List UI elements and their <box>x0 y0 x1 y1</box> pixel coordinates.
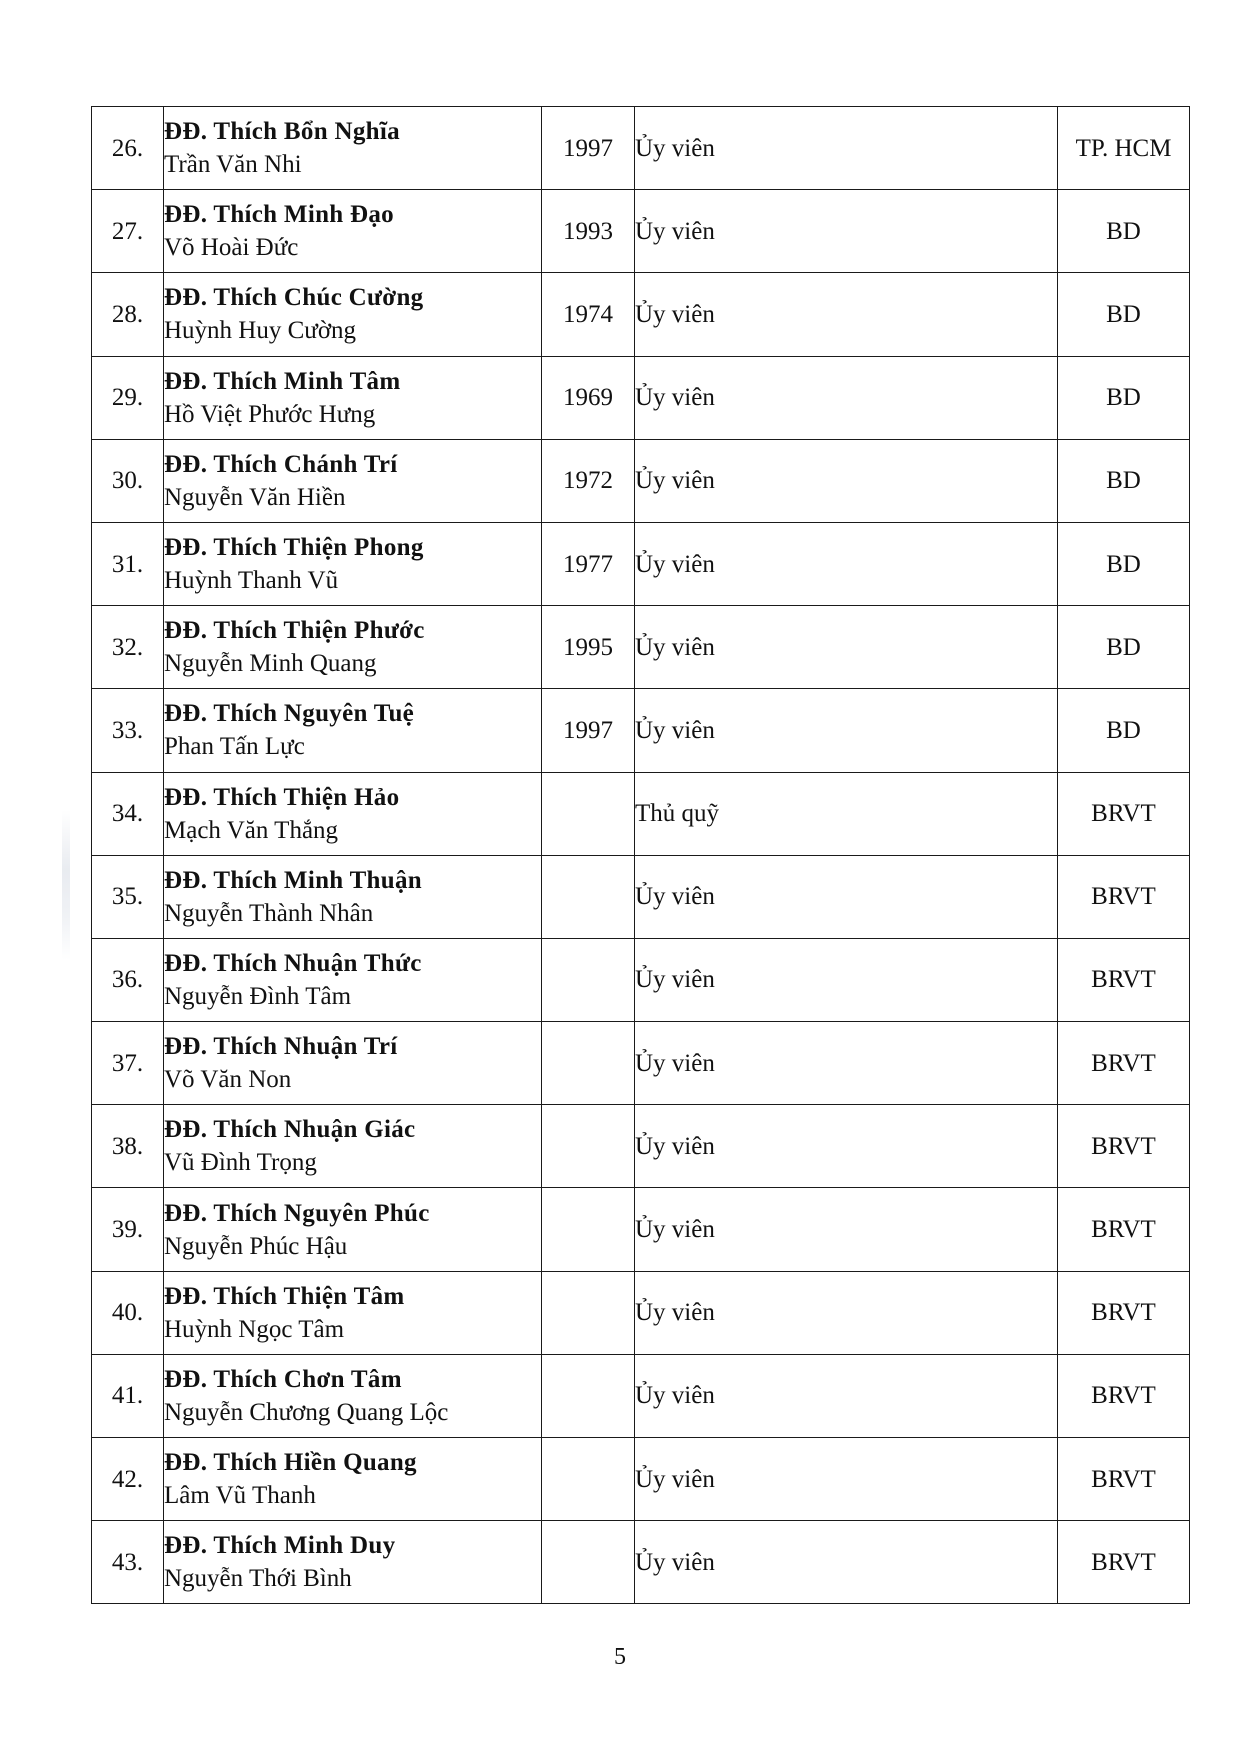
year-cell <box>542 1438 635 1521</box>
table-row <box>92 1105 1190 1188</box>
year-value: 1997 <box>563 716 613 744</box>
region-cell <box>1058 190 1190 273</box>
row-number-cell <box>92 772 164 855</box>
row-number: 33. <box>111 716 144 744</box>
name-cell <box>164 273 542 356</box>
role-cell <box>635 1354 1058 1437</box>
role-cell <box>635 107 1058 190</box>
region-value: BD <box>1106 217 1141 245</box>
year-cell <box>542 522 635 605</box>
role-value: Ủy viên <box>635 966 715 994</box>
name-cell <box>164 439 542 522</box>
year-cell <box>542 1271 635 1354</box>
role-cell <box>635 1188 1058 1271</box>
lay-name: Nguyễn Đình Tâm <box>164 982 352 1010</box>
religious-title: ĐĐ. Thích Thiện Phước <box>164 617 425 645</box>
role-value: Ủy viên <box>635 550 715 578</box>
row-number-cell <box>92 522 164 605</box>
row-number-cell <box>92 273 164 356</box>
year-cell <box>542 1354 635 1437</box>
name-cell <box>164 1271 542 1354</box>
row-number-cell <box>92 1354 164 1437</box>
role-cell <box>635 772 1058 855</box>
role-value: Ủy viên <box>635 384 715 412</box>
name-cell <box>164 1521 542 1604</box>
region-cell <box>1058 1271 1190 1354</box>
row-number-cell <box>92 689 164 772</box>
role-cell <box>635 522 1058 605</box>
role-value: Ủy viên <box>635 716 715 744</box>
religious-title: ĐĐ. Thích Chúc Cường <box>164 284 424 312</box>
lay-name: Võ Hoài Đức <box>164 234 299 262</box>
region-cell <box>1058 772 1190 855</box>
region-value: BD <box>1106 467 1141 495</box>
religious-title: ĐĐ. Thích Hiền Quang <box>164 1449 417 1477</box>
region-cell <box>1058 855 1190 938</box>
table-row <box>92 356 1190 439</box>
region-cell <box>1058 107 1190 190</box>
role-value: Ủy viên <box>635 1465 715 1493</box>
table-row <box>92 938 1190 1021</box>
region-value: BD <box>1106 716 1141 744</box>
row-number: 31. <box>111 550 144 578</box>
religious-title: ĐĐ. Thích Chánh Trí <box>164 450 398 478</box>
table-row <box>92 273 1190 356</box>
row-number: 30. <box>111 467 144 495</box>
row-number-cell <box>92 1022 164 1105</box>
religious-title: ĐĐ. Thích Bổn Nghĩa <box>164 118 400 146</box>
region-value: BRVT <box>1091 883 1156 911</box>
row-number: 26. <box>111 134 144 162</box>
year-value: 1972 <box>563 467 613 495</box>
year-cell <box>542 356 635 439</box>
role-value: Thủ quỹ <box>635 800 720 828</box>
name-cell <box>164 522 542 605</box>
region-cell <box>1058 689 1190 772</box>
lay-name: Nguyễn Chương Quang Lộc <box>164 1398 449 1426</box>
role-cell <box>635 439 1058 522</box>
region-cell <box>1058 1521 1190 1604</box>
table-row <box>92 1022 1190 1105</box>
member-table <box>91 106 1190 1604</box>
region-cell <box>1058 1022 1190 1105</box>
year-cell <box>542 1105 635 1188</box>
year-cell <box>542 107 635 190</box>
name-cell <box>164 1354 542 1437</box>
table-row <box>92 522 1190 605</box>
year-value: 1974 <box>563 300 613 328</box>
table-row <box>92 439 1190 522</box>
year-cell <box>542 855 635 938</box>
row-number: 34. <box>111 800 144 828</box>
year-cell <box>542 606 635 689</box>
row-number-cell <box>92 107 164 190</box>
role-value: Ủy viên <box>635 633 715 661</box>
region-cell <box>1058 938 1190 1021</box>
row-number: 36. <box>111 966 144 994</box>
name-cell <box>164 1438 542 1521</box>
role-value: Ủy viên <box>635 1216 715 1244</box>
year-cell <box>542 273 635 356</box>
role-cell <box>635 190 1058 273</box>
lay-name: Nguyễn Văn Hiền <box>164 483 346 511</box>
lay-name: Nguyễn Thới Bình <box>164 1565 352 1593</box>
region-cell <box>1058 606 1190 689</box>
role-cell <box>635 1271 1058 1354</box>
table-row <box>92 689 1190 772</box>
lay-name: Vũ Đình Trọng <box>164 1149 317 1177</box>
religious-title: ĐĐ. Thích Thiện Hảo <box>164 783 400 811</box>
role-cell <box>635 356 1058 439</box>
region-value: BRVT <box>1091 1216 1156 1244</box>
row-number: 42. <box>111 1465 144 1493</box>
region-value: TP. HCM <box>1075 134 1172 162</box>
row-number-cell <box>92 606 164 689</box>
region-value: BRVT <box>1091 800 1156 828</box>
region-value: BD <box>1106 300 1141 328</box>
lay-name: Huỳnh Thanh Vũ <box>164 567 339 595</box>
scan-edge-mark <box>62 810 70 960</box>
role-value: Ủy viên <box>635 1299 715 1327</box>
religious-title: ĐĐ. Thích Nguyên Phúc <box>164 1199 430 1227</box>
religious-title: ĐĐ. Thích Nhuận Thức <box>164 949 422 977</box>
region-value: BRVT <box>1091 1548 1156 1576</box>
year-value: 1997 <box>563 134 613 162</box>
lay-name: Phan Tấn Lực <box>164 733 305 761</box>
region-value: BRVT <box>1091 1465 1156 1493</box>
name-cell <box>164 356 542 439</box>
name-cell <box>164 1022 542 1105</box>
region-cell <box>1058 1354 1190 1437</box>
year-cell <box>542 772 635 855</box>
role-value: Ủy viên <box>635 1382 715 1410</box>
region-value: BD <box>1106 384 1141 412</box>
year-cell <box>542 1188 635 1271</box>
year-value: 1969 <box>563 384 613 412</box>
region-cell <box>1058 1188 1190 1271</box>
row-number-cell <box>92 1105 164 1188</box>
lay-name: Nguyễn Thành Nhân <box>164 899 374 927</box>
table-row <box>92 1521 1190 1604</box>
role-cell <box>635 689 1058 772</box>
member-table-body <box>92 107 1190 1604</box>
religious-title: ĐĐ. Thích Thiện Tâm <box>164 1282 405 1310</box>
lay-name: Huỳnh Ngọc Tâm <box>164 1315 345 1343</box>
region-value: BRVT <box>1091 1049 1156 1077</box>
religious-title: ĐĐ. Thích Nguyên Tuệ <box>164 700 415 728</box>
row-number: 43. <box>111 1548 144 1576</box>
role-value: Ủy viên <box>635 1049 715 1077</box>
region-value: BD <box>1106 633 1141 661</box>
role-value: Ủy viên <box>635 1548 715 1576</box>
role-cell <box>635 1521 1058 1604</box>
lay-name: Mạch Văn Thắng <box>164 816 339 844</box>
row-number-cell <box>92 356 164 439</box>
region-value: BRVT <box>1091 1299 1156 1327</box>
row-number-cell <box>92 1438 164 1521</box>
name-cell <box>164 772 542 855</box>
role-cell <box>635 1022 1058 1105</box>
region-value: BRVT <box>1091 1132 1156 1160</box>
table-row <box>92 1188 1190 1271</box>
row-number-cell <box>92 1188 164 1271</box>
lay-name: Huỳnh Huy Cường <box>164 317 357 345</box>
region-value: BD <box>1106 550 1141 578</box>
year-cell <box>542 689 635 772</box>
region-cell <box>1058 439 1190 522</box>
religious-title: ĐĐ. Thích Thiện Phong <box>164 534 424 562</box>
name-cell <box>164 1188 542 1271</box>
table-row <box>92 1354 1190 1437</box>
table-row <box>92 1271 1190 1354</box>
religious-title: ĐĐ. Thích Nhuận Trí <box>164 1033 398 1061</box>
region-cell <box>1058 522 1190 605</box>
row-number: 27. <box>111 217 144 245</box>
role-value: Ủy viên <box>635 134 715 162</box>
role-cell <box>635 606 1058 689</box>
table-row <box>92 855 1190 938</box>
role-cell <box>635 938 1058 1021</box>
row-number: 40. <box>111 1299 144 1327</box>
row-number: 29. <box>111 384 144 412</box>
role-value: Ủy viên <box>635 1132 715 1160</box>
row-number: 35. <box>111 883 144 911</box>
lay-name: Nguyễn Phúc Hậu <box>164 1232 348 1260</box>
lay-name: Lâm Vũ Thanh <box>164 1482 316 1510</box>
religious-title: ĐĐ. Thích Minh Đạo <box>164 201 394 229</box>
year-cell <box>542 190 635 273</box>
year-cell <box>542 1022 635 1105</box>
lay-name: Nguyễn Minh Quang <box>164 650 377 678</box>
table-row <box>92 107 1190 190</box>
role-cell <box>635 1105 1058 1188</box>
religious-title: ĐĐ. Thích Minh Thuận <box>164 866 422 894</box>
religious-title: ĐĐ. Thích Nhuận Giác <box>164 1116 416 1144</box>
year-value: 1993 <box>563 217 613 245</box>
name-cell <box>164 107 542 190</box>
year-cell <box>542 938 635 1021</box>
role-value: Ủy viên <box>635 883 715 911</box>
page-number: 5 <box>614 1644 626 1670</box>
role-value: Ủy viên <box>635 217 715 245</box>
row-number-cell <box>92 1271 164 1354</box>
row-number-cell <box>92 855 164 938</box>
table-row <box>92 772 1190 855</box>
religious-title: ĐĐ. Thích Minh Tâm <box>164 367 401 395</box>
table-row <box>92 1438 1190 1521</box>
year-value: 1995 <box>563 633 613 661</box>
name-cell <box>164 1105 542 1188</box>
row-number-cell <box>92 190 164 273</box>
role-cell <box>635 855 1058 938</box>
name-cell <box>164 606 542 689</box>
role-cell <box>635 1438 1058 1521</box>
lay-name: Trần Văn Nhi <box>164 151 302 179</box>
year-value: 1977 <box>563 550 613 578</box>
row-number: 38. <box>111 1132 144 1160</box>
row-number: 37. <box>111 1049 144 1077</box>
region-value: BRVT <box>1091 966 1156 994</box>
region-cell <box>1058 1105 1190 1188</box>
table-row <box>92 190 1190 273</box>
row-number-cell <box>92 439 164 522</box>
religious-title: ĐĐ. Thích Chơn Tâm <box>164 1365 402 1393</box>
region-cell <box>1058 273 1190 356</box>
region-value: BRVT <box>1091 1382 1156 1410</box>
row-number: 32. <box>111 633 144 661</box>
role-cell <box>635 273 1058 356</box>
region-cell <box>1058 356 1190 439</box>
religious-title: ĐĐ. Thích Minh Duy <box>164 1532 396 1560</box>
lay-name: Hồ Việt Phước Hưng <box>164 400 376 428</box>
name-cell <box>164 689 542 772</box>
row-number-cell <box>92 938 164 1021</box>
table-row <box>92 606 1190 689</box>
role-value: Ủy viên <box>635 300 715 328</box>
row-number: 41. <box>111 1382 144 1410</box>
name-cell <box>164 855 542 938</box>
row-number: 28. <box>111 300 144 328</box>
year-cell <box>542 1521 635 1604</box>
year-cell <box>542 439 635 522</box>
name-cell <box>164 190 542 273</box>
region-cell <box>1058 1438 1190 1521</box>
row-number-cell <box>92 1521 164 1604</box>
row-number: 39. <box>111 1216 144 1244</box>
role-value: Ủy viên <box>635 467 715 495</box>
lay-name: Võ Văn Non <box>164 1066 292 1094</box>
name-cell <box>164 938 542 1021</box>
